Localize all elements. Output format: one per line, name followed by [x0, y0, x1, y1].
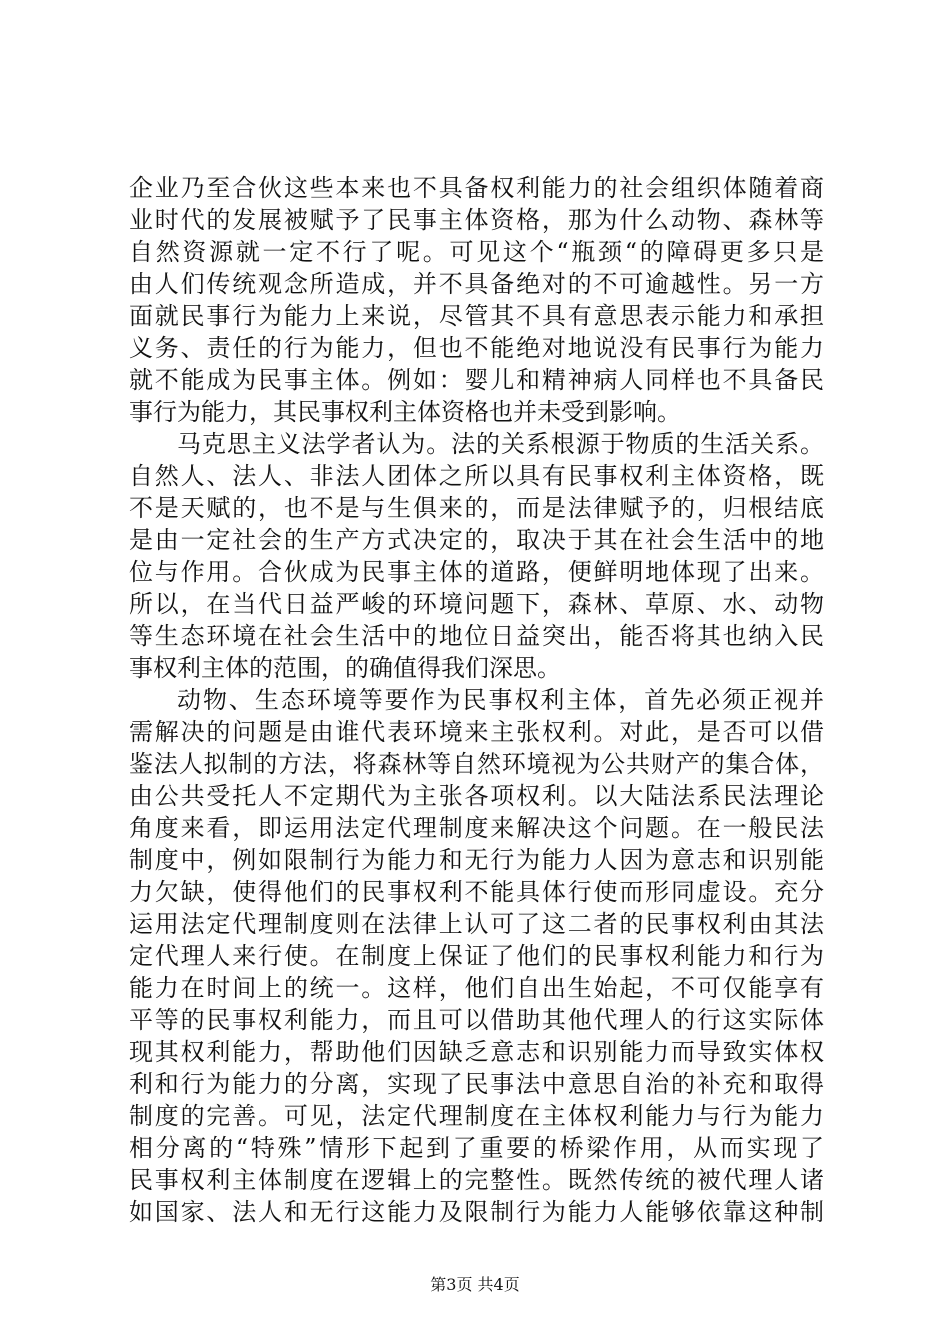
text-line: 需解决的问题是由谁代表环境来主张权利。对此，是否可以借 — [129, 718, 824, 746]
text-line: 鉴法人拟制的方法，将森林等自然环境视为公共财产的集合体， — [129, 750, 824, 778]
text-line: 民事权利主体制度在逻辑上的完整性。既然传统的被代理人诸 — [129, 1166, 824, 1194]
text-line: 企业乃至合伙这些本来也不具备权利能力的社会组织体随着商 — [129, 174, 824, 202]
text-line: 就不能成为民事主体。例如：婴儿和精神病人同样也不具备民 — [129, 366, 824, 394]
text-line: 事行为能力，其民事权利主体资格也并未受到影响。 — [129, 398, 681, 426]
text-line: 是由一定社会的生产方式决定的，取决于其在社会生活中的地 — [129, 526, 824, 554]
text-line: 制度的完善。可见，法定代理制度在主体权利能力与行为能力 — [129, 1102, 824, 1130]
text-line: 运用法定代理制度则在法律上认可了这二者的民事权利由其法 — [129, 910, 824, 938]
text-line: 业时代的发展被赋予了民事主体资格，那为什么动物、森林等 — [129, 206, 824, 234]
text-line: 角度来看，即运用法定代理制度来解决这个问题。在一般民法 — [129, 814, 824, 842]
text-line: 所以，在当代日益严峻的环境问题下，森林、草原、水、动物 — [129, 590, 824, 618]
text-line: 面就民事行为能力上来说，尽管其不具有意思表示能力和承担 — [129, 302, 824, 330]
text-line: 自然资源就一定不行了呢。可见这个“瓶颈“的障碍更多只是 — [129, 238, 824, 266]
text-line: 由公共受托人不定期代为主张各项权利。以大陆法系民法理论 — [129, 782, 824, 810]
text-line: 马克思主义法学者认为。法的关系根源于物质的生活关系。 — [177, 430, 824, 458]
text-line: 等生态环境在社会生活中的地位日益突出，能否将其也纳入民 — [129, 622, 824, 650]
text-line: 位与作用。合伙成为民事主体的道路，便鲜明地体现了出来。 — [129, 558, 824, 586]
text-line: 定代理人来行使。在制度上保证了他们的民事权利能力和行为 — [129, 942, 824, 970]
text-line: 自然人、法人、非法人团体之所以具有民事权利主体资格，既 — [129, 462, 824, 490]
document-body — [129, 172, 824, 1228]
text-line: 利和行为能力的分离，实现了民事法中意思自治的补充和取得 — [129, 1070, 824, 1098]
text-line: 能力在时间上的统一。这样，他们自出生始起，不可仅能享有 — [129, 974, 824, 1002]
text-line: 如国家、法人和无行这能力及限制行为能力人能够依靠这种制 — [129, 1198, 824, 1226]
text-line: 事权利主体的范围，的确值得我们深思。 — [129, 654, 561, 682]
text-line: 由人们传统观念所造成，并不具备绝对的不可逾越性。另一方 — [129, 270, 824, 298]
text-line: 相分离的“特殊”情形下起到了重要的桥梁作用，从而实现了 — [129, 1134, 824, 1162]
text-line: 力欠缺，使得他们的民事权利不能具体行使而形同虚设。充分 — [129, 878, 824, 906]
text-line: 义务、责任的行为能力，但也不能绝对地说没有民事行为能力 — [129, 334, 824, 362]
text-line: 不是天赋的，也不是与生俱来的，而是法律赋予的，归根结底 — [129, 494, 824, 522]
text-line: 制度中，例如限制行为能力和无行为能力人因为意志和识别能 — [129, 846, 824, 874]
text-line: 现其权利能力，帮助他们因缺乏意志和识别能力而导致实体权 — [129, 1038, 824, 1066]
text-line: 平等的民事权利能力，而且可以借助其他代理人的行这实际体 — [129, 1006, 824, 1034]
page-footer: 第3页 共4页 — [430, 1275, 520, 1294]
text-line: 动物、生态环境等要作为民事权利主体，首先必须正视并 — [177, 686, 824, 714]
